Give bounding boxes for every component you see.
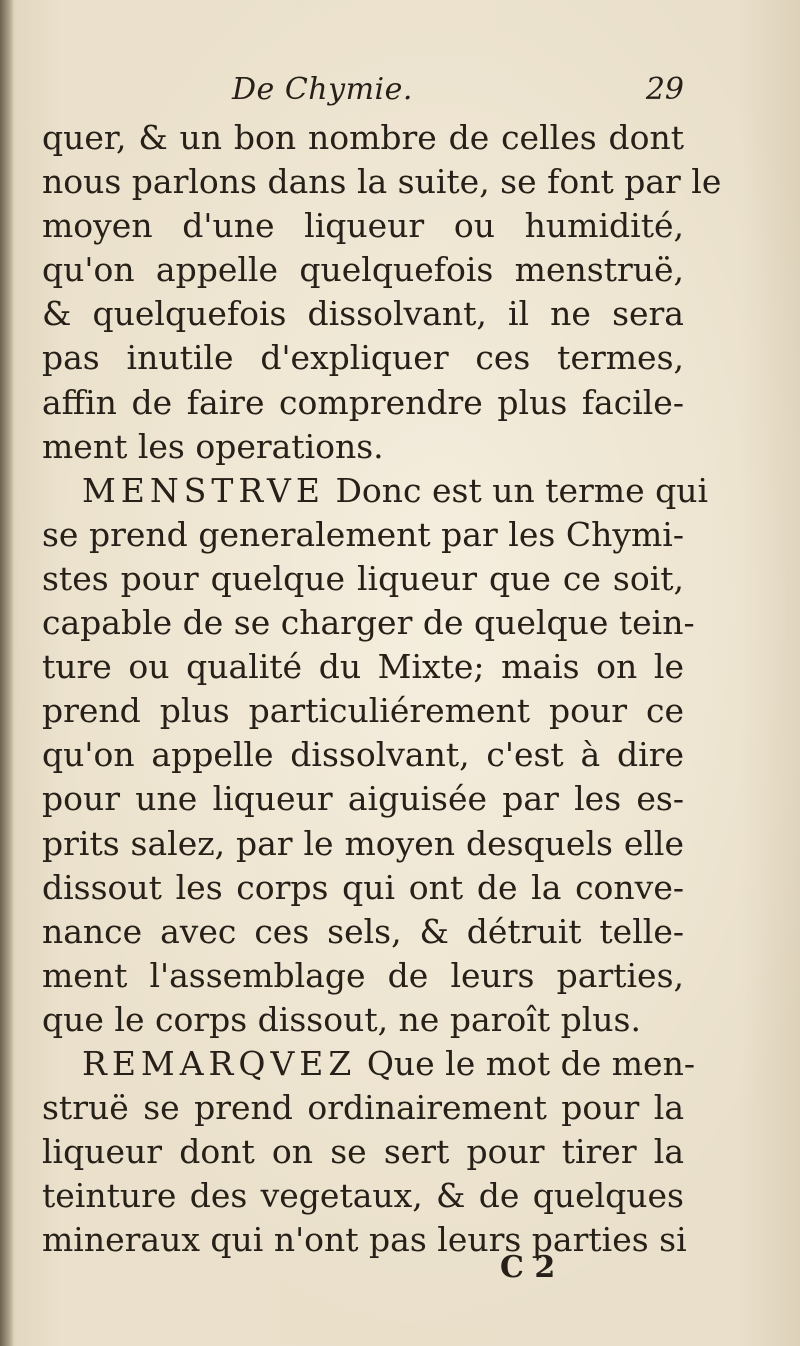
text-line: se prend generalement par les Chymi- (42, 514, 684, 554)
text-line-fragment: Donc est un terme qui (335, 470, 709, 510)
paragraph-remarquez-start (42, 1042, 695, 1086)
text-line: ment les operations. (42, 426, 384, 466)
text-line: struë se prend ordinairement pour la (42, 1088, 684, 1128)
text-line: moyen d'une liqueur ou humidité, (42, 206, 684, 246)
text-line-fragment: Que le mot de men- (366, 1043, 695, 1083)
text-line: pour une liqueur aiguisée par les es- (42, 779, 684, 819)
text-line: nous parlons dans la suite, se font par le (42, 162, 722, 202)
text-line: nance avec ces sels, & détruit telle- (42, 911, 684, 951)
text-line: affin de faire comprendre plus facile- (42, 382, 684, 422)
small-caps-term-menstrue: MENSTRVE (82, 470, 325, 510)
text-line: qu'on appelle quelquefois menstruë, (42, 250, 684, 290)
text-line: mineraux qui n'ont pas leurs parties si (42, 1220, 687, 1260)
running-title: De Chymie. (232, 72, 413, 107)
text-line: ture ou qualité du Mixte; mais on le (42, 647, 684, 687)
text-line: ment l'assemblage de leurs parties, (42, 955, 684, 995)
running-header (42, 70, 684, 110)
text-line: qu'on appelle dissolvant, c'est à dire (42, 735, 684, 775)
text-line: capable de se charger de quelque tein- (42, 603, 695, 643)
text-line: prits salez, par le moyen desquels elle (42, 823, 684, 863)
text-line: quer, & un bon nombre de celles dont (42, 118, 684, 157)
binding-gutter (0, 0, 14, 1346)
text-line: pas inutile d'expliquer ces termes, (42, 338, 684, 378)
text-line: liqueur dont on se sert pour tirer la (42, 1132, 684, 1172)
page-number: 29 (645, 72, 684, 107)
signature-mark: C 2 (500, 1250, 556, 1285)
text-line: dissout les corps qui ont de la conve- (42, 867, 684, 907)
text-line: teinture des vegetaux, & de quelques (42, 1176, 684, 1216)
paragraph-menstrue-start (42, 469, 709, 513)
body-text (42, 116, 722, 1262)
text-line: stes pour quelque liqueur que ce soit, (42, 558, 684, 598)
text-line: que le corps dissout, ne paroît plus. (42, 999, 641, 1039)
small-caps-term-remarquez: REMARQVEZ (82, 1043, 357, 1083)
text-line: prend plus particuliérement pour ce (42, 691, 684, 731)
text-line: & quelquefois dissolvant, il ne sera (42, 294, 684, 334)
